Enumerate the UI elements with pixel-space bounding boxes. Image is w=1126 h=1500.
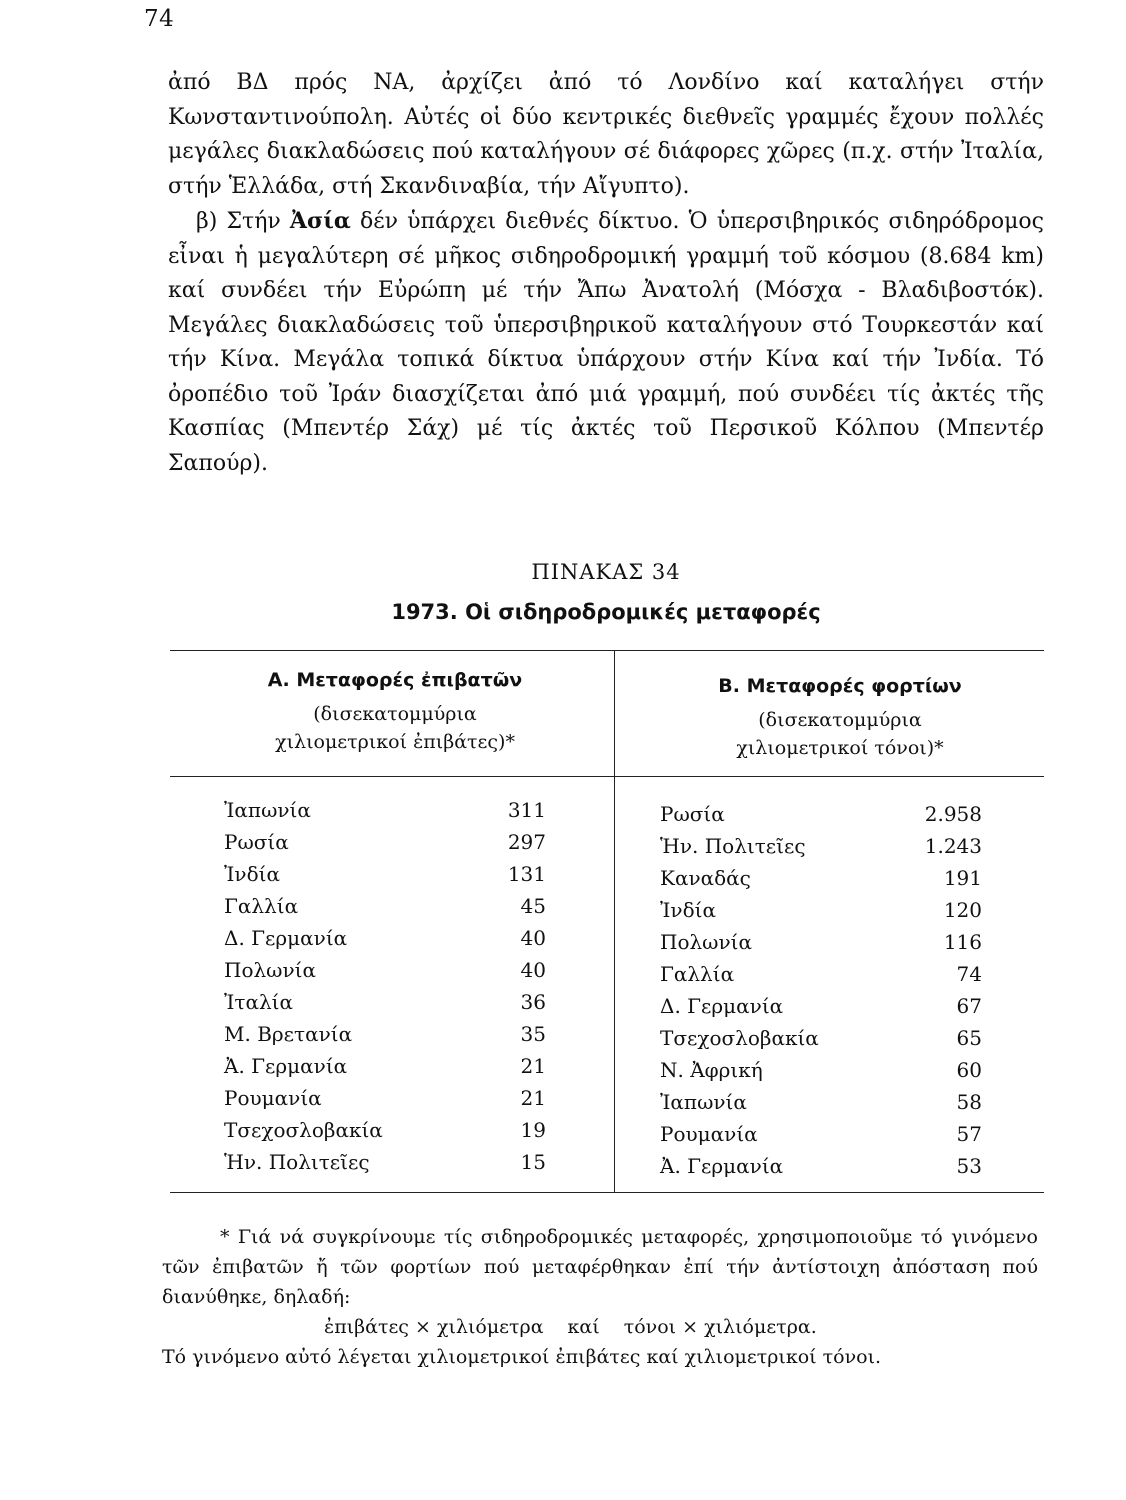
value-cell: 45 xyxy=(520,894,546,918)
country-name: Ἰταλία xyxy=(224,990,294,1014)
value-cell: 297 xyxy=(507,830,546,854)
table-row xyxy=(224,926,546,958)
table-row xyxy=(660,994,982,1026)
table-header-rule xyxy=(170,776,1044,777)
asia-bold-term: Ἀσία xyxy=(289,208,351,234)
value-cell: 191 xyxy=(943,866,982,890)
table-row xyxy=(224,1022,546,1054)
value-cell: 74 xyxy=(956,962,982,986)
value-cell: 57 xyxy=(956,1122,982,1146)
passengers-title: Α. Μεταφορές ἐπιβατῶν xyxy=(267,669,523,691)
formula-conjunction: καί xyxy=(567,1316,600,1338)
table-row xyxy=(660,962,982,994)
value-cell: 53 xyxy=(956,1154,982,1178)
body-text xyxy=(168,66,1044,481)
country-name: Ρουμανία xyxy=(224,1086,322,1110)
paragraph-2-prefix: β) Στήν xyxy=(196,209,290,234)
table-row xyxy=(660,1058,982,1090)
country-name: Ἀ. Γερμανία xyxy=(660,1154,784,1178)
table-row xyxy=(224,862,546,894)
paragraph-2 xyxy=(168,204,1044,481)
country-name: Ρουμανία xyxy=(660,1122,758,1146)
country-name: Δ. Γερμανία xyxy=(660,994,784,1018)
passengers-unit-line2: χιλιομετρικοί ἐπιβάτες)* xyxy=(275,731,515,753)
value-cell: 311 xyxy=(507,798,546,822)
value-cell: 21 xyxy=(520,1086,546,1110)
table-row xyxy=(660,898,982,930)
formula-passengers: ἐπιβάτες × χιλιόμετρα xyxy=(324,1316,544,1338)
table-row xyxy=(660,1154,982,1186)
table-row xyxy=(660,930,982,962)
country-name: Ἰαπωνία xyxy=(224,798,311,822)
table-title: 1973. Οἱ σιδηροδρομικές μεταφορές xyxy=(391,600,821,624)
footnote-text: * Γιά νά συγκρίνουμε τίς σιδηροδρομικές μεταφορές, χρησιμοποιοῦμε τό γινόμενο τῶν ἐπιβατῶν ἤ τῶν φορτίων πού μεταφέρθηκαν ἐπί τήν ἀντίστοιχη ἀπόσταση πού διανύθηκε, δηλαδή: xyxy=(162,1226,1038,1308)
table-row xyxy=(660,866,982,898)
paragraph-2-text: δέν ὑπάρχει διεθνές δίκτυο. Ὁ ὑπερσιβηρικός σιδηρόδρομος εἶναι ἡ μεγαλύτερη σέ μῆκος σιδηροδρομική γραμμή τοῦ κόσμου (8.684 km) καί συνδέει τήν Εὐρώπη μέ τήν Ἄπω Ἀνατολή (Μόσχα - Βλαδιβοστόκ). Μεγάλες διακλαδώσεις τοῦ ὑπερσιβηρικοῦ καταλήγουν στό Τουρκεστάν καί τήν Κίνα. Μεγάλα τοπικά δίκτυα ὑπάρχουν στήν Κίνα καί τήν Ἰνδία. Τό ὀροπέδιο τοῦ Ἰράν διασχίζεται ἀπό μιά γραμμή, πού συνδέει τίς ἀκτές τῆς Κασπίας (Μπεντέρ Σάχ) μέ τίς ἀκτές τοῦ Περσικοῦ Κόλπου (Μπεντέρ Σαπούρ). xyxy=(168,209,1044,476)
paragraph-1: ἀπό ΒΔ πρός ΝΑ, ἀρχίζει ἀπό τό Λονδίνο καί καταλήγει στήν Κωνσταντινούπολη. Αὐτές οἱ δύο κεντρικές διεθνεῖς γραμμές ἔχουν πολλές μεγάλες διακλαδώσεις πού καταλήγουν σέ διάφορες χῶρες (π.χ. στήν Ἰταλία, στήν Ἑλλάδα, στή Σκανδιναβία, τήν Αἴγυπτο). xyxy=(168,70,1044,199)
footnote-formula xyxy=(162,1312,1038,1342)
value-cell: 40 xyxy=(520,958,546,982)
value-cell: 2.958 xyxy=(924,802,982,826)
table-bottom-rule xyxy=(170,1192,1044,1193)
footnote xyxy=(162,1222,1038,1372)
value-cell: 131 xyxy=(507,862,546,886)
page-number: 74 xyxy=(144,6,175,32)
value-cell: 120 xyxy=(943,898,982,922)
table-row xyxy=(660,1026,982,1058)
table-row xyxy=(660,802,982,834)
value-cell: 67 xyxy=(956,994,982,1018)
table-row xyxy=(224,1150,546,1182)
value-cell: 65 xyxy=(956,1026,982,1050)
value-cell: 1.243 xyxy=(924,834,982,858)
freight-column-header xyxy=(620,672,1060,762)
value-cell: 40 xyxy=(520,926,546,950)
value-cell: 116 xyxy=(943,930,982,954)
value-cell: 58 xyxy=(956,1090,982,1114)
table-number: ΠΙΝΑΚΑΣ 34 xyxy=(531,560,681,584)
formula-tonnes: τόνοι × χιλιόμετρα. xyxy=(623,1316,817,1338)
value-cell: 60 xyxy=(956,1058,982,1082)
freight-title: Β. Μεταφορές φορτίων xyxy=(718,675,962,697)
country-name: Ἰνδία xyxy=(224,862,280,886)
country-name: Τσεχοσλοβακία xyxy=(224,1118,383,1142)
freight-unit-line2: χιλιομετρικοί τόνοι)* xyxy=(736,737,944,759)
country-name: Πολωνία xyxy=(660,930,752,954)
country-name: Τσεχοσλοβακία xyxy=(660,1026,819,1050)
country-name: Γαλλία xyxy=(224,894,299,918)
country-name: Ρωσία xyxy=(660,802,725,826)
table-row xyxy=(224,1118,546,1150)
table-row xyxy=(224,1086,546,1118)
table-row xyxy=(224,894,546,926)
country-name: Ἰνδία xyxy=(660,898,716,922)
value-cell: 21 xyxy=(520,1054,546,1078)
country-name: Ἡν. Πολιτεῖες xyxy=(660,834,806,858)
table-row xyxy=(660,1090,982,1122)
table-row xyxy=(660,1122,982,1154)
value-cell: 36 xyxy=(520,990,546,1014)
country-name: Ἰαπωνία xyxy=(660,1090,747,1114)
value-cell: 15 xyxy=(520,1150,546,1174)
passengers-column-header xyxy=(175,666,615,756)
passengers-rows xyxy=(224,798,546,1182)
freight-unit-line1: (δισεκατομμύρια xyxy=(758,709,922,731)
country-name: Δ. Γερμανία xyxy=(224,926,348,950)
country-name: Ἡν. Πολιτεῖες xyxy=(224,1150,370,1174)
country-name: Ρωσία xyxy=(224,830,289,854)
country-name: Ἀ. Γερμανία xyxy=(224,1054,348,1078)
table-row xyxy=(224,798,546,830)
table-row xyxy=(224,830,546,862)
country-name: Πολωνία xyxy=(224,958,316,982)
table-row xyxy=(660,834,982,866)
freight-rows xyxy=(660,802,982,1186)
country-name: Γαλλία xyxy=(660,962,735,986)
country-name: Καναδάς xyxy=(660,866,751,890)
country-name: Ν. Ἀφρική xyxy=(660,1058,763,1082)
country-name: Μ. Βρετανία xyxy=(224,1022,353,1046)
value-cell: 19 xyxy=(520,1118,546,1142)
value-cell: 35 xyxy=(520,1022,546,1046)
table-row xyxy=(224,1054,546,1086)
footnote-last-line: Τό γινόμενο αὐτό λέγεται χιλιομετρικοί ἐπιβάτες καί χιλιομετρικοί τόνοι. xyxy=(162,1346,882,1368)
table-top-rule xyxy=(170,650,1044,651)
table-row xyxy=(224,958,546,990)
passengers-unit-line1: (δισεκατομμύρια xyxy=(313,703,477,725)
table-row xyxy=(224,990,546,1022)
